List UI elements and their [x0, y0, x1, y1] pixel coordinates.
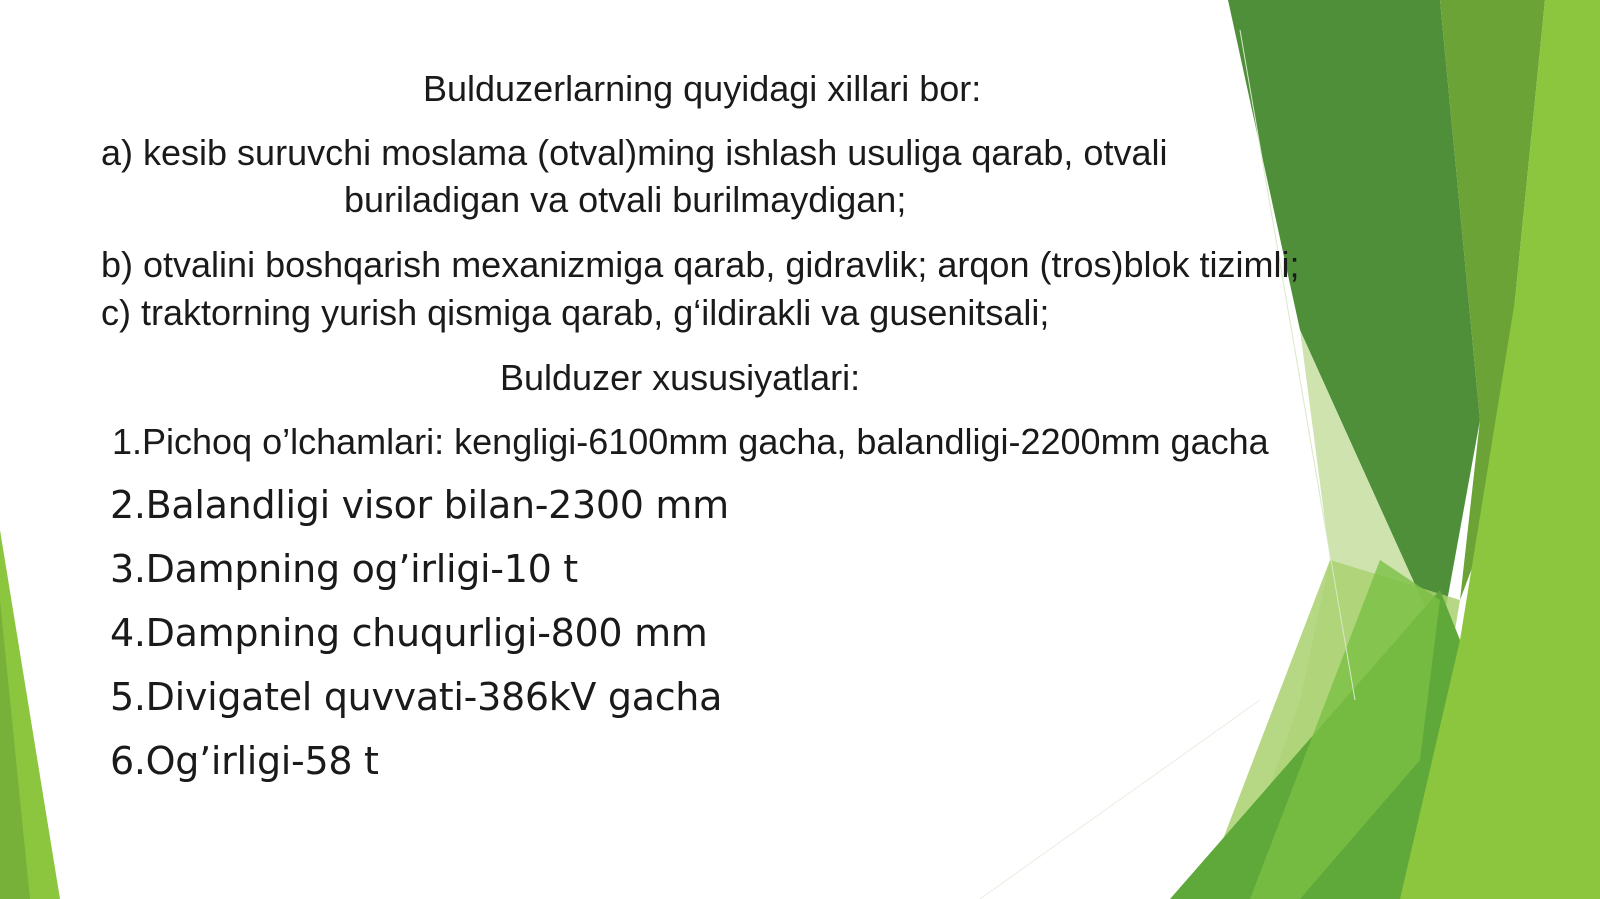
- feature-item: 4.Dampning chuqurligi-800 mm: [110, 611, 708, 655]
- feature-item: 6.Og’irligi-58 t: [110, 739, 379, 783]
- heading-types: Bulduzerlarning quyidagi xillari bor:: [423, 68, 982, 109]
- feature-item: 5.Divigatel quvvati-386kV gacha: [110, 675, 723, 719]
- feature-item: 1.Pichoq o’lchamlari: kengligi-6100mm gacha, balandligi-2200mm gacha: [112, 421, 1269, 462]
- item-a-line2: buriladigan va otvali burilmaydigan;: [344, 179, 907, 220]
- item-a-line1: a) kesib suruvchi moslama (otval)ming ishlash usuliga qarab, otvali: [101, 132, 1168, 173]
- item-b: b) otvalini boshqarish mexanizmiga qarab, gidravlik; arqon (tros)blok tizimli;: [101, 244, 1300, 285]
- feature-item: 3.Dampning og’irligi-10 t: [110, 547, 578, 591]
- heading-features: Bulduzer xususiyatlari:: [500, 357, 861, 398]
- item-c: c) traktorning yurish qismiga qarab, g‘ildirakli va gusenitsali;: [101, 292, 1050, 333]
- feature-item: 2.Balandligi visor bilan-2300 mm: [110, 483, 729, 527]
